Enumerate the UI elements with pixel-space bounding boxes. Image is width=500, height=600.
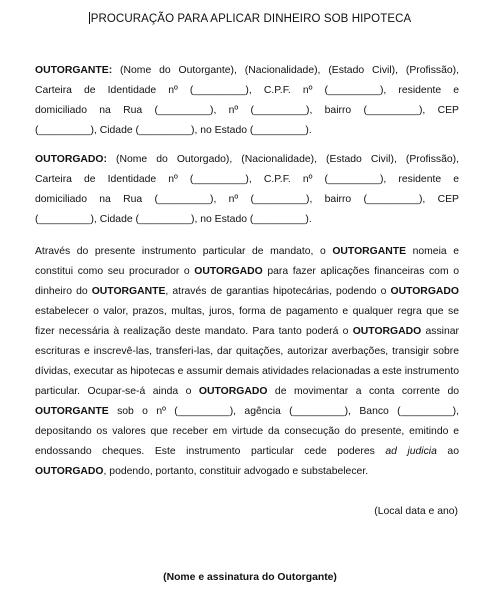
term-outorgado: OUTORGADO — [35, 466, 104, 477]
place-date: (Local data e ano) — [374, 506, 458, 517]
outorgante-line-3: domiciliado na Rua (_________), nº (_________), bairro (_________), CEP — [35, 105, 459, 116]
term-outorgante: OUTORGANTE — [35, 406, 109, 417]
term-ad-judicia: ad judicia — [385, 446, 437, 457]
outorgante-paragraph — [35, 61, 459, 141]
mandate-paragraph: Através do presente instrumento particular de mandato, o OUTORGANTE nomeia e constitui como seu procurador o OUTORGADO para fazer aplicações financeiras com o dinheiro do OUTORGANTE, através de garantias hipotecárias, podendo o OUTORGADO estabelecer o valor, prazos, multas, juros, forma de pagamento e qualquer regra que se fizer necessária à realização deste mandato. Para tanto poderá o OUTORGADO assinar escrituras e inscrevê-las, transferi-las, dar quitações, autorizar averbações, transigir sobre dívidas, executar as hipotecas e assumir demais atividades relacionadas a este instrumento particular. Ocupar-se-á ainda o OUTORGADO de movimentar a conta corrente do OUTORGANTE sob o nº (_________), agência (_________), Banco (_________), depositando os valores que receber em virtude da consecução do presente, emitindo e endossando cheques. Este instrumento particular cede poderes ad judicia ao OUTORGADO, podendo, portanto, constituir advogado e substabelecer. — [35, 246, 460, 477]
document-title — [0, 12, 500, 25]
outorgante-line-4: (_________), Cidade (_________), no Estado (_________). — [35, 125, 312, 136]
outorgante-label: OUTORGANTE: — [35, 65, 113, 76]
outorgado-paragraph — [35, 150, 459, 230]
term-outorgado: OUTORGADO — [390, 286, 459, 297]
outorgado-label: OUTORGADO: — [35, 154, 107, 165]
outorgado-line-3: domiciliado na Rua (_________), nº (_________), bairro (_________), CEP — [35, 194, 459, 205]
outorgado-line-2: Carteira de Identidade nº (_________), C.P.F. nº (_________), residente e — [35, 174, 459, 185]
term-outorgante: OUTORGANTE — [91, 286, 166, 297]
outorgante-line-1: OUTORGANTE: (Nome do Outorgante), (Nacionalidade), (Estado Civil), (Profissão), — [35, 65, 459, 76]
term-outorgado: OUTORGADO — [198, 386, 268, 397]
outorgado-line-1: OUTORGADO: (Nome do Outorgado), (Nacionalidade), (Estado Civil), (Profissão), — [35, 154, 459, 165]
term-outorgante: OUTORGANTE — [332, 246, 407, 257]
term-outorgado: OUTORGADO — [352, 326, 422, 337]
outorgado-line-4: (_________), Cidade (_________), no Estado (_________). — [35, 214, 312, 225]
outorgante-line-2: Carteira de Identidade nº (_________), C.P.F. nº (_________), residente e — [35, 85, 459, 96]
text-cursor — [89, 12, 90, 24]
signature-line: (Nome e assinatura do Outorgante) — [163, 572, 337, 583]
term-outorgado: OUTORGADO — [194, 266, 263, 277]
document-title-text: PROCURAÇÃO PARA APLICAR DINHEIRO SOB HIPOTECA — [90, 13, 412, 25]
